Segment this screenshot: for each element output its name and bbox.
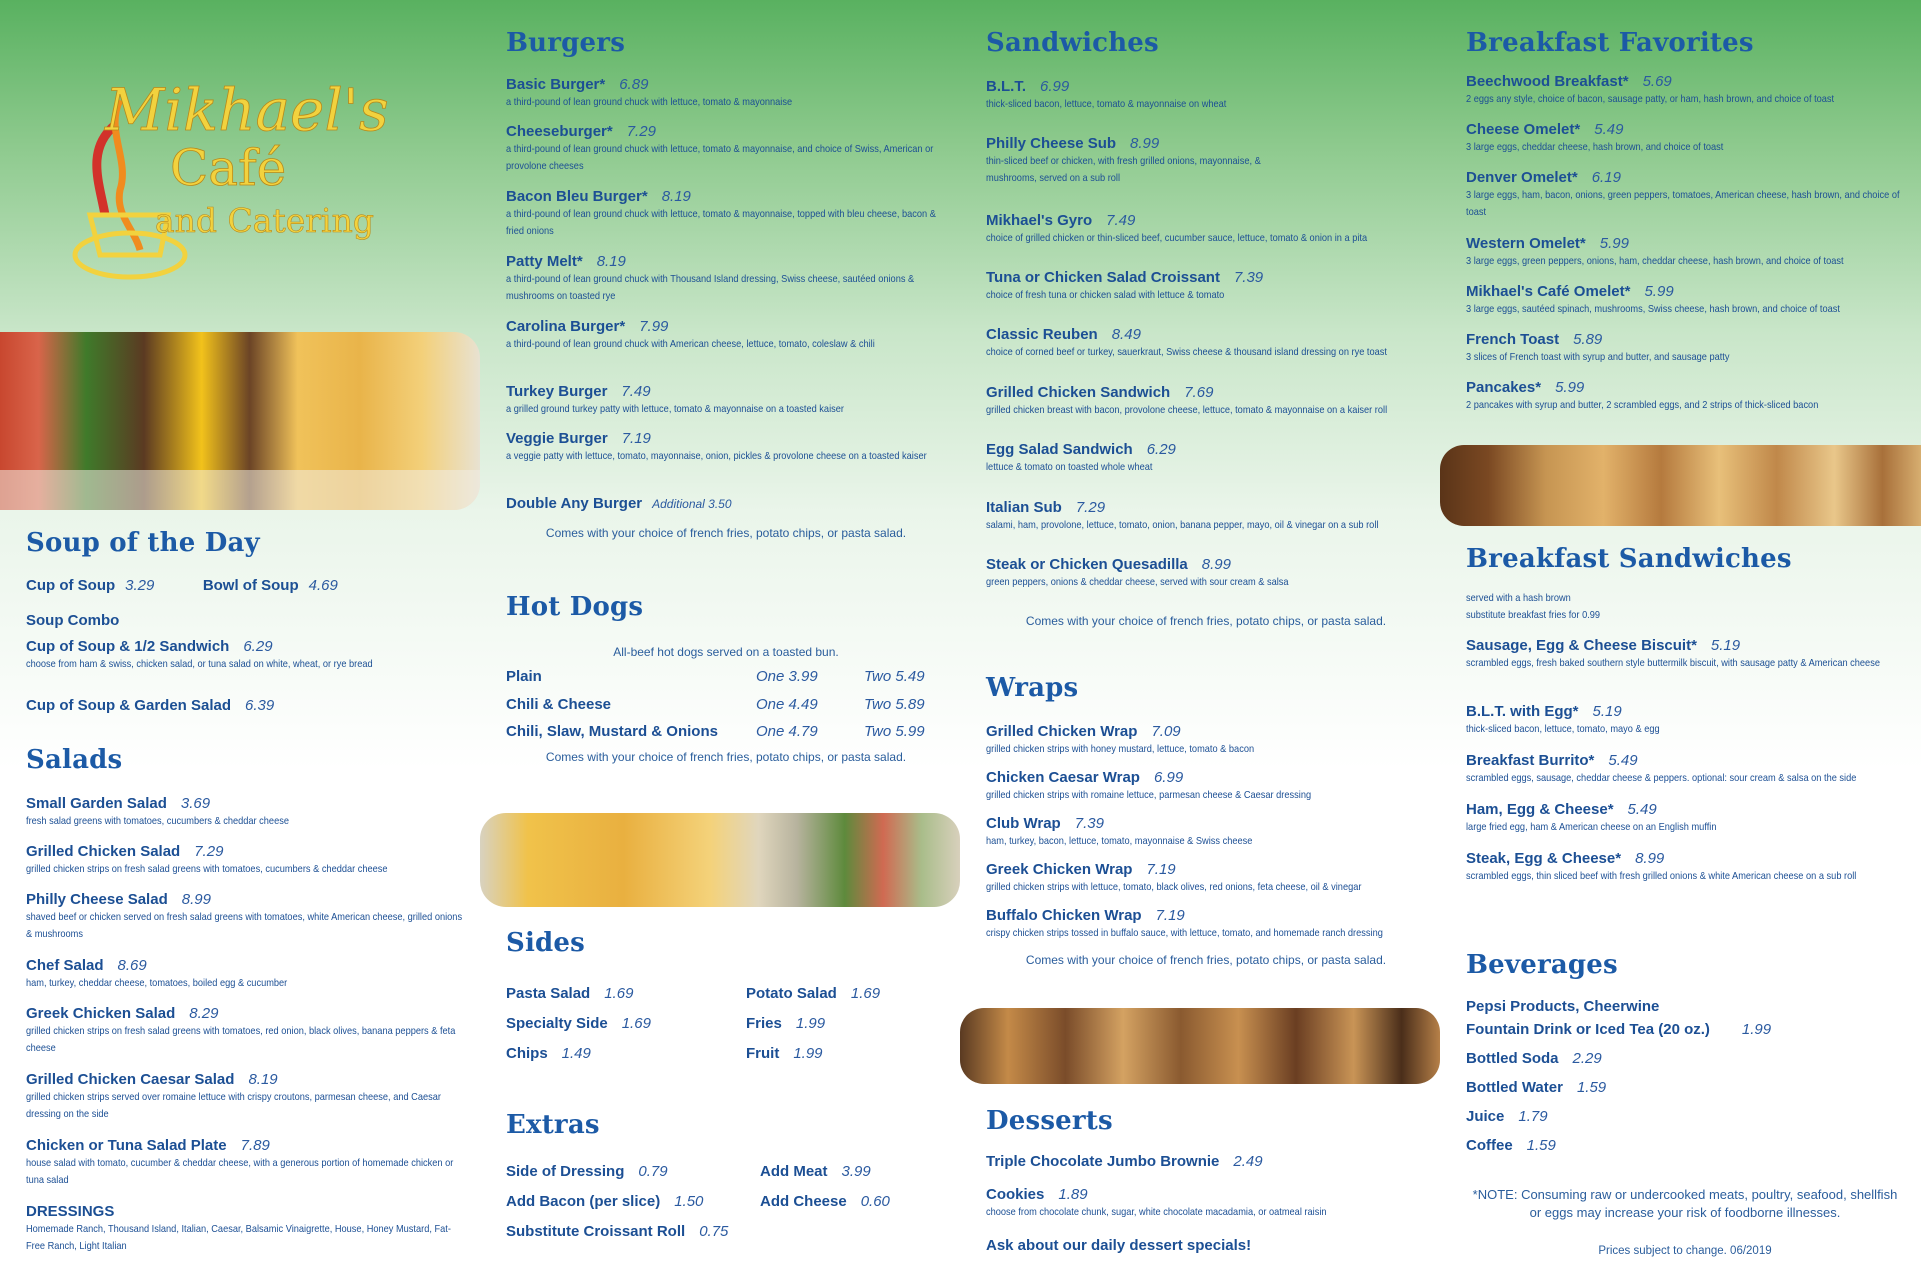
list-item [1466,1108,1906,1126]
item-name: Tuna or Chicken Salad Croissant [986,269,1220,286]
beverages-list [1466,998,1906,1158]
soup-combo-desc: choose from ham & swiss, chicken salad, or tuna salad on white, wheat, or rye bread [26,658,373,670]
item-price: 5.99 [1555,379,1585,396]
item-desc: grilled chicken strips on fresh salad greens with tomatoes, cucumbers & cheddar cheese [26,863,388,875]
list-item [506,985,633,1003]
wraps-title: Wraps [986,673,1079,703]
item-desc: grilled chicken strips with lettuce, tomato, black olives, red onions, feta cheese, oil & vinegar [986,881,1362,893]
item-price: 1.50 [674,1193,704,1210]
list-item [26,843,466,878]
item-price: 5.89 [1573,331,1603,348]
item-name: Add Cheese [760,1193,847,1210]
item-price: 6.19 [1591,169,1621,186]
item-name: Basic Burger* [506,76,606,93]
item-price: 0.79 [638,1163,668,1180]
item-name: Classic Reuben [986,326,1098,343]
item-price: 1.69 [621,1015,651,1032]
item-desc: choice of grilled chicken or thin-sliced beef, cucumber sauce, lettuce, tomato & onion in a pita [986,232,1368,244]
list-item [1466,283,1906,318]
item-price: 1.99 [1741,1021,1772,1038]
prices-note: Prices subject to change. 06/2019 [1598,1245,1772,1257]
item-desc: grilled chicken strips with honey mustard, lettuce, tomato & bacon [986,743,1255,755]
item-price: 8.19 [661,188,691,205]
item-desc: scrambled eggs, fresh baked southern style buttermilk biscuit, with sausage patty & American cheese [1466,657,1880,669]
item-desc: a third-pound of lean ground chuck with lettuce, tomato & mayonnaise, and choice of Swiss, American or provolone cheeses [506,143,934,172]
item-name: Add Meat [760,1163,828,1180]
wraps-note: Comes with your choice of french fries, potato chips, or pasta salad. [1025,953,1387,967]
list-item [1466,801,1906,836]
item-name: Bottled Soda [1466,1050,1559,1067]
hotdogs-list [506,668,946,748]
table-row [506,723,936,743]
item-name: Turkey Burger [506,383,608,400]
list-item [760,1163,871,1181]
item-price: 2.49 [1233,1153,1263,1170]
list-item [1466,331,1906,366]
breakfast-sandwiches-intro [1466,590,1906,624]
burger-fries-photo [0,332,480,510]
item-name: Add Bacon (per slice) [506,1193,661,1210]
item-price: 7.29 [626,123,656,140]
logo-line2: Café [170,139,287,197]
item-name: Steak, Egg & Cheese* [1466,850,1622,867]
cup-of-soup-label: Cup of Soup [26,577,116,594]
item-name: Philly Cheese Salad [26,891,168,908]
item-name: Patty Melt* [506,253,583,270]
item-price: 7.19 [1146,861,1176,878]
item-price: 1.69 [850,985,881,1002]
sandwiches-note: Comes with your choice of french fries, potato chips, or pasta salad. [1025,614,1387,628]
item-desc: large fried egg, ham & American cheese on an English muffin [1466,821,1717,833]
item-name: Italian Sub [986,499,1062,516]
item-name: Specialty Side [506,1015,608,1032]
sandwich-fries-photo [480,813,960,907]
column-center-right [960,0,1440,1281]
column-right [1440,0,1921,1281]
hotdogs-intro: All-beef hot dogs served on a toasted bun. [613,645,839,659]
breakfast-sandwiches-title: Breakfast Sandwiches [1466,544,1792,574]
item-name: Double Any Burger [506,495,643,512]
item-name: Coffee [1466,1137,1513,1154]
list-item [1466,379,1906,414]
food-safety-note: *NOTE: Consuming raw or undercooked meats, poultry, seafood, shellfish or eggs may increase your risk of foodborne illnesses. [1472,1187,1898,1220]
item-price: 6.99 [1040,78,1070,95]
item-price: 7.99 [639,318,669,335]
item-price: 3.69 [180,795,211,812]
list-item [506,1193,703,1211]
item-name: Chef Salad [26,957,104,974]
item-price: 7.49 [1106,212,1136,229]
sandwiches-title: Sandwiches [986,28,1159,58]
list-item [986,769,1426,804]
list-item [1466,1079,1906,1097]
item-name: Fries [746,1015,782,1032]
item-name: Beechwood Breakfast* [1466,73,1629,90]
item-name: Chili & Cheese [506,696,612,713]
logo-line3: and Catering [155,201,374,240]
item-name: Club Wrap [986,815,1061,832]
item-desc: 3 large eggs, cheddar cheese, hash brown, and choice of toast [1466,141,1724,153]
item-price: 1.99 [795,1015,826,1032]
hotdogs-title: Hot Dogs [506,592,644,622]
table-row [506,668,936,688]
price-two: Two 5.99 [864,723,925,740]
item-name: Sausage, Egg & Cheese Biscuit* [1466,637,1697,654]
list-item [986,861,1426,896]
item-price: 2.29 [1572,1050,1602,1067]
soup-cup-row [26,577,338,595]
list-item [986,815,1426,850]
list-item [986,269,1426,304]
price-one: One 4.49 [756,696,818,713]
item-desc: scrambled eggs, thin sliced beef with fresh grilled onions & white American cheese on a sub roll [1466,870,1857,882]
list-item [986,723,1426,758]
item-price: 8.29 [189,1005,219,1022]
item-desc: crispy chicken strips tossed in buffalo sauce, with lettuce, tomato, and homemade ranch dressing [986,927,1383,939]
item-name: Plain [506,668,542,685]
item-price: 1.49 [561,1045,591,1062]
item-desc: thick-sliced bacon, lettuce, tomato, mayo & egg [1466,723,1660,735]
bowl-of-soup-label: Bowl of Soup [202,577,299,594]
item-desc: choice of corned beef or turkey, sauerkraut, Swiss cheese & thousand island dressing on rye toast [986,346,1387,358]
item-name: Small Garden Salad [26,795,167,812]
item-price: 8.99 [1130,135,1160,152]
item-desc: grilled chicken strips on fresh salad greens with tomatoes, red onion, black olives, banana peppers & feta cheese [26,1025,456,1054]
list-item [506,123,946,175]
photo-plate [0,470,480,510]
item-desc: thin-sliced beef or chicken, with fresh grilled onions, mayonnaise, & mushrooms, served on a sub roll [986,155,1261,184]
list-item [506,1163,668,1181]
list-item [26,891,466,943]
list-item [986,1153,1426,1171]
list-item [506,430,946,465]
list-item [1466,235,1906,270]
item-desc: grilled chicken strips with romaine lettuce, parmesan cheese & Caesar dressing [986,789,1312,801]
item-name: Denver Omelet* [1466,169,1578,186]
item-desc: ham, turkey, bacon, lettuce, tomato, mayonnaise & Swiss cheese [986,835,1253,847]
item-desc: 2 eggs any style, choice of bacon, sausage patty, or ham, hash brown, and choice of toast [1466,93,1835,105]
item-desc: salami, ham, provolone, lettuce, tomato, onion, banana pepper, mayo, oil & vinegar on a sub roll [986,519,1379,531]
hotdogs-note: Comes with your choice of french fries, potato chips, or pasta salad. [545,750,907,764]
item-price: 1.89 [1058,1186,1088,1203]
item-name: Carolina Burger* [506,318,626,335]
item-desc: fresh salad greens with tomatoes, cucumbers & cheddar cheese [26,815,289,827]
item-name: Greek Chicken Salad [26,1005,176,1022]
item-desc: choose from chocolate chunk, sugar, white chocolate macadamia, or oatmeal raisin [986,1206,1327,1218]
item-desc: a third-pound of lean ground chuck with Thousand Island dressing, Swiss cheese, sautéed onions & mushrooms on toasted rye [506,273,915,302]
list-item [26,957,466,992]
item-name: Western Omelet* [1466,235,1586,252]
item-name: Fountain Drink or Iced Tea (20 oz.) [1466,1021,1710,1038]
item-name: Bottled Water [1466,1079,1563,1096]
item-price: 7.19 [621,430,651,447]
item-name: Cookies [986,1186,1045,1203]
item-price: Additional 3.50 [652,497,732,511]
item-price: 8.69 [117,957,147,974]
breakfast-title: Breakfast Favorites [1466,28,1754,58]
bowl-of-soup-price: 4.69 [308,577,338,594]
item-name: Egg Salad Sandwich [986,441,1133,458]
item-name: Cheeseburger* [506,123,613,140]
soup-combo-item [26,638,466,673]
french-toast-photo [1440,445,1921,526]
item-price: 7.89 [240,1137,270,1154]
list-item [1466,637,1906,672]
item-price: 0.75 [699,1223,729,1240]
item-desc: ham, turkey, cheddar cheese, tomatoes, boiled egg & cucumber [26,977,288,989]
desserts-title: Desserts [986,1106,1113,1136]
item-name: Fruit [746,1045,780,1062]
item-price: 6.99 [1153,769,1184,786]
item-price: 6.89 [619,76,649,93]
soup-garden-item [26,697,274,715]
muffins-photo [960,1008,1440,1084]
item-price: 1.99 [793,1045,823,1062]
item-desc: lettuce & tomato on toasted whole wheat [986,461,1153,473]
list-item [506,253,946,305]
list-item [746,985,880,1003]
item-name: Chicken Caesar Wrap [986,769,1140,786]
list-item [1466,169,1906,221]
item-price: 7.49 [621,383,651,400]
cup-of-soup-price: 3.29 [125,577,155,594]
list-item [986,556,1426,591]
item-price: 5.99 [1599,235,1629,252]
item-desc: a third-pound of lean ground chuck with lettuce, tomato & mayonnaise [506,96,793,108]
item-desc: green peppers, onions & cheddar cheese, served with sour cream & salsa [986,576,1289,588]
list-item [1466,73,1906,108]
intro-line-1: served with a hash brown [1466,592,1571,604]
dessert-specials: Ask about our daily dessert specials! [986,1237,1252,1254]
desserts-list [986,1153,1426,1253]
item-name: Philly Cheese Sub [986,135,1117,152]
list-item [506,76,946,111]
sides-list [506,985,946,1075]
list-item [506,1015,651,1033]
soup-combo-label: Soup Combo [26,612,120,629]
sides-title: Sides [506,928,586,958]
item-name: Grilled Chicken Sandwich [986,384,1171,401]
item-price: 1.79 [1518,1108,1548,1125]
item-name: Breakfast Burrito* [1466,752,1595,769]
list-item [1466,121,1906,156]
item-name: Ham, Egg & Cheese* [1466,801,1614,818]
item-price: 5.99 [1644,283,1674,300]
item-price: 5.49 [1594,121,1624,138]
item-price: 1.59 [1526,1137,1556,1154]
burgers-note: Comes with your choice of french fries, potato chips, or pasta salad. [545,526,907,540]
item-price: 7.69 [1184,384,1214,401]
item-name: Grilled Chicken Caesar Salad [26,1071,235,1088]
list-item [986,441,1426,476]
item-desc: 3 large eggs, ham, bacon, onions, green peppers, tomatoes, American cheese, hash brown, and choice of toast [1466,189,1900,218]
soup-combo-name: Cup of Soup & 1/2 Sandwich [26,638,230,655]
item-price: 3.99 [841,1163,871,1180]
item-desc: thick-sliced bacon, lettuce, tomato & mayonnaise on wheat [986,98,1227,110]
salads-title: Salads [26,745,123,775]
list-item [26,795,466,830]
list-item [986,1186,1426,1221]
list-item [506,318,946,353]
item-name: Bacon Bleu Burger* [506,188,648,205]
item-price: 8.49 [1111,326,1141,343]
item-name: Veggie Burger [506,430,608,447]
item-name: Mikhael's Gyro [986,212,1093,229]
column-left [0,0,480,1281]
soup-garden-name: Cup of Soup & Garden Salad [26,697,232,714]
logo-line1: Mikhael's [105,76,389,144]
item-price: 8.19 [248,1071,278,1088]
list-item [1466,1021,1906,1039]
item-name: Side of Dressing [506,1163,625,1180]
item-price: 0.60 [860,1193,890,1210]
item-price: 5.49 [1627,801,1657,818]
item-name: Pasta Salad [506,985,591,1002]
item-price: 7.39 [1074,815,1104,832]
item-desc: scrambled eggs, sausage, cheddar cheese & peppers. optional: sour cream & salsa on the side [1466,772,1857,784]
item-name: Buffalo Chicken Wrap [986,907,1142,924]
price-one: One 4.79 [756,723,818,740]
item-name: Juice [1466,1108,1505,1125]
item-name: Chicken or Tuna Salad Plate [26,1137,227,1154]
list-item [506,383,946,418]
item-price: 6.29 [1146,441,1176,458]
item-price: 7.39 [1233,269,1264,286]
item-desc: house salad with tomato, cucumber & cheddar cheese, with a generous portion of homemade chicken or tuna salad [26,1157,454,1186]
item-price: 8.99 [181,891,211,908]
dressings-label: DRESSINGS [26,1203,115,1220]
item-desc: a third-pound of lean ground chuck with American cheese, lettuce, tomato, coleslaw & chili [506,338,875,350]
beverages-title: Beverages [1466,950,1618,980]
item-name: Chips [506,1045,548,1062]
item-price: 1.69 [604,985,634,1002]
column-center-left [480,0,960,1281]
item-name: Steak or Chicken Quesadilla [986,556,1188,573]
list-item [986,384,1426,419]
item-desc: shaved beef or chicken served on fresh salad greens with tomatoes, white American cheese, grilled onions & mushrooms [26,911,463,940]
list-item [986,326,1426,361]
item-name: B.L.T. with Egg* [1466,703,1579,720]
soup-garden-price: 6.39 [245,697,275,714]
table-row [506,696,936,716]
item-desc: a third-pound of lean ground chuck with lettuce, tomato & mayonnaise, topped with bleu cheese, bacon & fried onions [506,208,936,237]
list-item [1466,1050,1906,1068]
item-name: Greek Chicken Wrap [986,861,1133,878]
price-one: One 3.99 [756,668,818,685]
list-item [1466,850,1906,885]
item-name: Grilled Chicken Salad [26,843,181,860]
item-price: 5.49 [1608,752,1638,769]
item-name: Potato Salad [746,985,837,1002]
list-item [986,212,1426,247]
pepsi-products: Pepsi Products, Cheerwine [1466,998,1660,1015]
dressings-desc: Homemade Ranch, Thousand Island, Italian, Caesar, Balsamic Vinaigrette, House, Honey Mustard, Fat-Free Ranch, Light Italian [26,1223,451,1252]
item-desc: 3 slices of French toast with syrup and butter, and sausage patty [1466,351,1730,363]
item-desc: choice of fresh tuna or chicken salad with lettuce & tomato [986,289,1225,301]
item-name: Substitute Croissant Roll [506,1223,686,1240]
item-price: 5.19 [1592,703,1622,720]
price-two: Two 5.89 [864,696,925,713]
list-item [986,78,1426,113]
list-item [986,135,1426,187]
item-name: Pancakes* [1466,379,1542,396]
item-name: French Toast [1466,331,1560,348]
list-item [506,188,946,240]
list-item [26,1005,466,1057]
item-price: 8.99 [1201,556,1231,573]
item-desc: 3 large eggs, green peppers, onions, ham, cheddar cheese, hash brown, and choice of toast [1466,255,1844,267]
item-name: Mikhael's Café Omelet* [1466,283,1631,300]
item-desc: a veggie patty with lettuce, tomato, mayonnaise, onion, pickles & provolone cheese on a toasted kaiser [506,450,927,462]
list-item [760,1193,890,1211]
list-item [1466,752,1906,787]
intro-line-2: substitute breakfast fries for 0.99 [1466,609,1601,621]
list-item [506,1045,591,1063]
list-item [746,1045,823,1063]
item-desc: 3 large eggs, sautéed spinach, mushrooms, Swiss cheese, hash brown, and choice of toast [1466,303,1840,315]
item-name: B.L.T. [986,78,1026,95]
list-item [506,1223,728,1241]
item-price: 8.99 [1635,850,1665,867]
item-name: Cheese Omelet* [1466,121,1581,138]
cafe-logo [60,55,420,300]
item-price: 5.19 [1710,637,1741,654]
item-price: 7.09 [1151,723,1181,740]
item-name: Chili, Slaw, Mustard & Onions [506,723,718,740]
list-item [1466,1137,1906,1155]
list-item [26,1137,466,1189]
item-price: 7.29 [194,843,224,860]
dressings [26,1203,466,1255]
soup-combo-price: 6.29 [243,638,273,655]
price-two: Two 5.49 [864,668,925,685]
item-desc: grilled chicken breast with bacon, provolone cheese, lettuce, tomato & mayonnaise on a kaiser roll [986,404,1388,416]
item-price: 7.29 [1075,499,1106,516]
soup-title: Soup of the Day [26,528,260,558]
list-item [1466,703,1906,738]
burgers-title: Burgers [506,28,626,58]
list-item [986,499,1426,534]
item-desc: 2 pancakes with syrup and butter, 2 scrambled eggs, and 2 strips of thick-sliced bacon [1466,399,1819,411]
item-price: 7.19 [1155,907,1185,924]
item-name: Triple Chocolate Jumbo Brownie [986,1153,1220,1170]
item-price: 8.19 [596,253,626,270]
item-name: Grilled Chicken Wrap [986,723,1138,740]
item-desc: a grilled ground turkey patty with lettuce, tomato & mayonnaise on a toasted kaiser [506,403,844,415]
item-price: 5.69 [1642,73,1672,90]
list-item [26,1071,466,1123]
list-item [746,1015,825,1033]
double-burger-item [506,495,946,513]
item-desc: grilled chicken strips served over romaine lettuce with crispy croutons, parmesan cheese, and Caesar dressing on the side [26,1091,441,1120]
extras-list [506,1163,946,1253]
list-item [986,907,1426,942]
item-price: 1.59 [1576,1079,1607,1096]
extras-title: Extras [506,1110,600,1140]
